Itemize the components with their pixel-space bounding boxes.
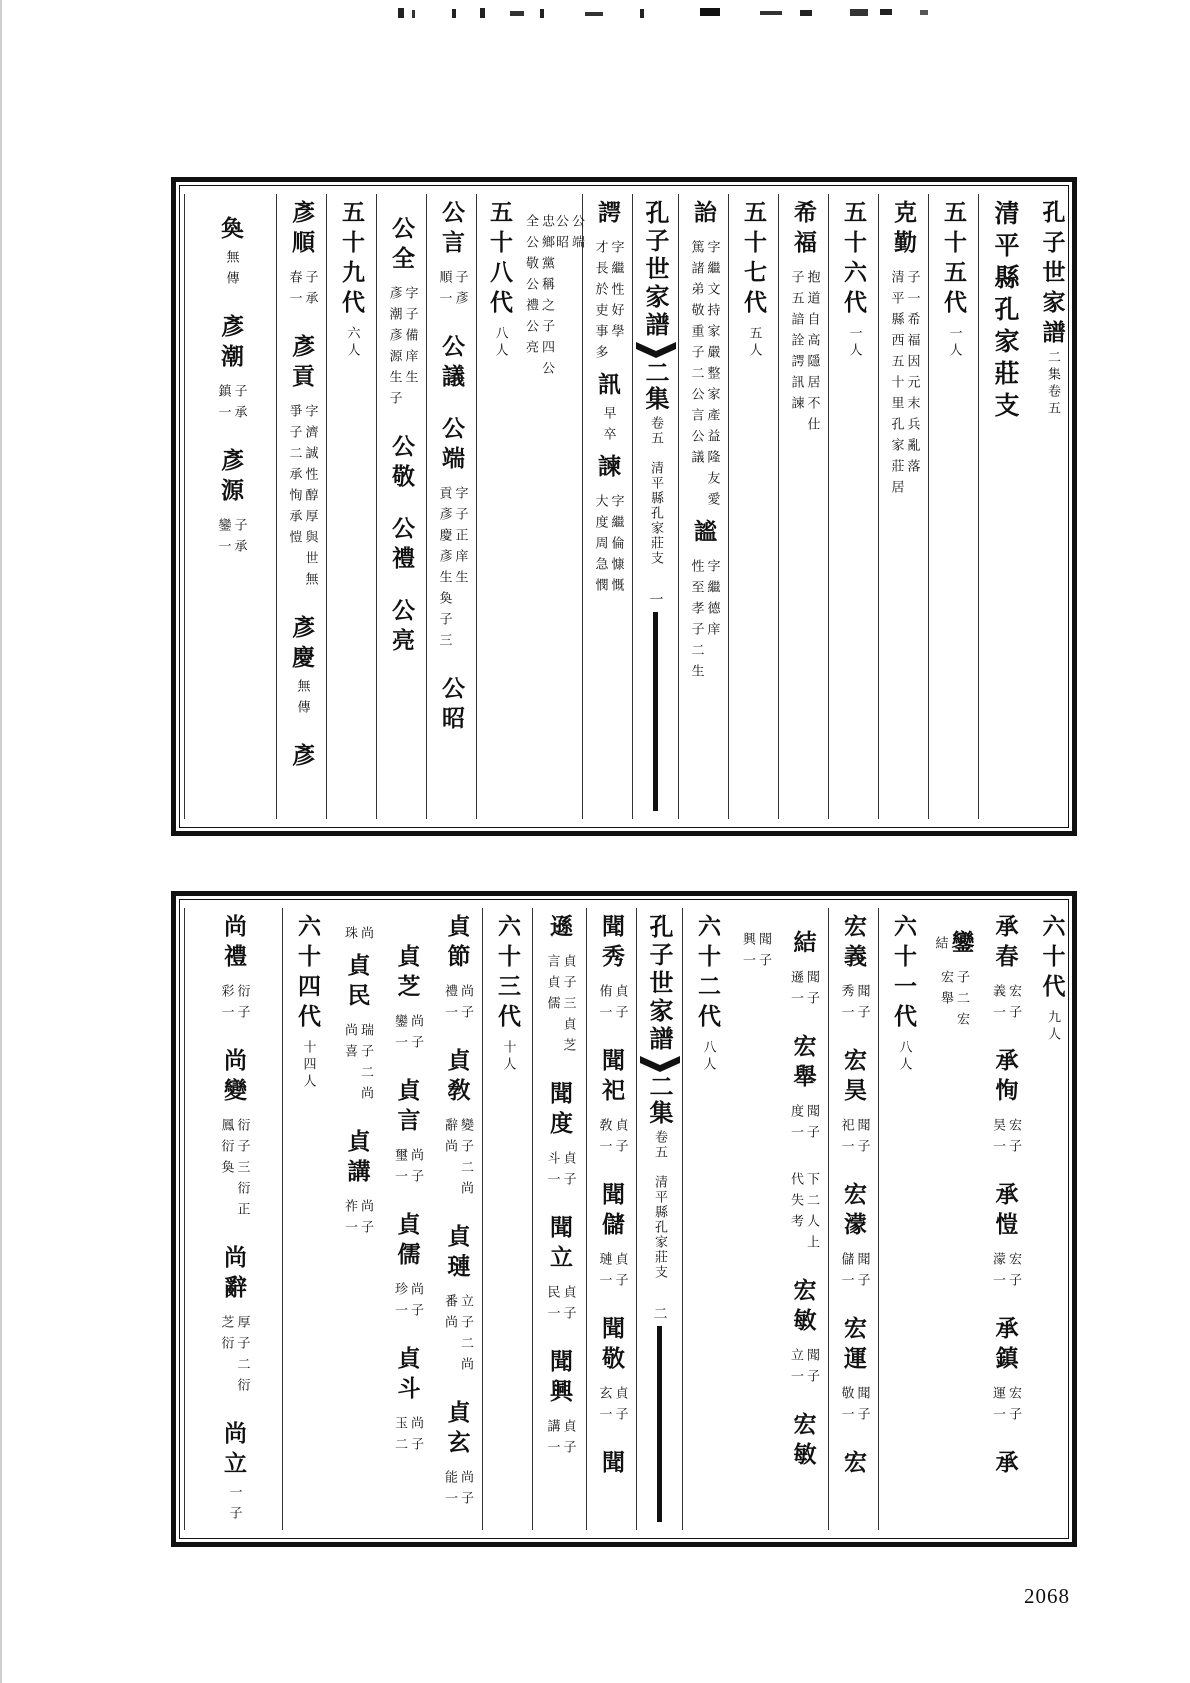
person-name: 聞度 xyxy=(546,1081,573,1141)
person-note: 敬一 xyxy=(838,1386,854,1428)
person-name: 彥貢 xyxy=(288,334,315,394)
col-gen-56 xyxy=(828,194,878,819)
person-name: 公禮 xyxy=(388,516,415,576)
col-branch-title xyxy=(978,194,1032,819)
col-zhen-group-a xyxy=(432,908,482,1530)
col-luan xyxy=(928,908,978,1530)
person-name: 貞節 xyxy=(443,914,471,974)
person-note: 爭子二承恂承愷 xyxy=(286,404,302,551)
person-note: 民一 xyxy=(544,1285,560,1327)
person-note: 厚子二衍 xyxy=(234,1315,250,1399)
person-note: 順一 xyxy=(436,270,452,312)
person-note: 秀一 xyxy=(838,984,854,1026)
generation-heading: 五十六代 xyxy=(840,200,867,320)
person-note: 無傳 xyxy=(294,679,310,721)
col-gen-55 xyxy=(928,194,978,819)
person-note: 璽一 xyxy=(392,1148,407,1190)
col-zhen-group-c xyxy=(332,908,382,1530)
person-note: 彥潮彥源生子 xyxy=(386,286,402,412)
generation-heading: 五十八代 xyxy=(486,200,513,320)
col-cont-notes-b xyxy=(522,194,554,819)
generation-heading: 六十三代 xyxy=(494,914,521,1034)
person-name: 希福 xyxy=(790,200,817,260)
person-name: 聞儲 xyxy=(598,1182,625,1242)
generation-count: 八人 xyxy=(896,1040,912,1074)
person-name: 宏昊 xyxy=(840,1048,867,1108)
col-gen-60 xyxy=(1032,908,1072,1530)
person-name: 貞玄 xyxy=(443,1400,471,1460)
col-gongyan-group xyxy=(426,194,476,819)
person-name: 承 xyxy=(991,1450,1019,1480)
person-note: 遜一 xyxy=(788,970,803,1012)
person-note: 貞子 xyxy=(612,1386,628,1428)
generation-count: 一人 xyxy=(946,326,962,360)
person-note: 子五諳詮諤訊諫 xyxy=(788,270,804,417)
col-gen-58 xyxy=(476,194,522,819)
person-note: 子承 xyxy=(231,384,247,426)
person-name: 聞祀 xyxy=(598,1048,625,1108)
col-book-title xyxy=(1032,194,1072,819)
person-name: 宏 xyxy=(840,1450,867,1480)
generation-count: 十四人 xyxy=(300,1040,316,1091)
person-note: 子承 xyxy=(231,518,247,560)
person-name: 承鎮 xyxy=(991,1316,1019,1376)
person-name: 宏濛 xyxy=(840,1182,867,1242)
person-note: 字繼性好學 xyxy=(608,240,624,345)
person-note: 玄一 xyxy=(596,1386,612,1428)
person-note: 聞子 xyxy=(804,970,819,1012)
person-note: 無傳 xyxy=(223,250,239,292)
person-note: 鑾一 xyxy=(215,518,231,560)
person-name: 訊 xyxy=(594,372,621,402)
person-name: 聞 xyxy=(598,1450,625,1480)
person-note: 聞子 xyxy=(854,1118,870,1160)
col-wen-group-b xyxy=(532,908,586,1530)
person-name: 謐 xyxy=(690,519,717,549)
generation-heading: 六十二代 xyxy=(694,914,721,1034)
person-note: 尚子 xyxy=(408,1416,423,1458)
center-volume: 二集 xyxy=(645,1074,674,1126)
person-note: 子彥 xyxy=(452,270,468,312)
person-name: 承愷 xyxy=(991,1182,1019,1242)
person-note: 下二人上 xyxy=(804,1172,819,1256)
person-note: 濛一 xyxy=(990,1252,1005,1294)
person-name: 貞芝 xyxy=(393,944,421,1004)
person-name: 尚禮 xyxy=(220,914,247,974)
person-note: 能一 xyxy=(442,1470,457,1512)
person-note: 瑞子二尚 xyxy=(358,1023,373,1107)
person-note: 貞子 xyxy=(612,984,628,1026)
person-note: 斗一 xyxy=(544,1151,560,1193)
person-name: 聞興 xyxy=(546,1349,573,1409)
person-name: 鑾 xyxy=(947,930,975,960)
generation-heading: 六十一代 xyxy=(890,914,917,1034)
col-e-xun-jian xyxy=(582,194,632,819)
person-note: 祚一 xyxy=(342,1199,357,1241)
col-yi-mi xyxy=(678,194,728,819)
col-zhen-group-b xyxy=(382,908,432,1530)
person-note: 貞子三貞芝 xyxy=(560,954,576,1059)
person-note: 衍子 xyxy=(234,984,250,1026)
person-name: 尚變 xyxy=(220,1048,247,1108)
person-note: 義一 xyxy=(990,984,1005,1026)
person-note: 尚子 xyxy=(408,1148,423,1190)
person-name: 公敬 xyxy=(388,434,415,494)
person-note: 忠鄉黨稱之子四公 xyxy=(539,214,554,382)
center-subtitle: 卷五 清平縣孔家莊支 xyxy=(652,1130,667,1280)
col-wen-group-a xyxy=(586,908,636,1530)
col-gen-63 xyxy=(482,908,532,1530)
person-note: 清平縣西五十里孔家莊居 xyxy=(888,270,904,501)
person-name: 克勤 xyxy=(890,200,917,260)
person-note: 珍一 xyxy=(392,1282,407,1324)
person-name: 宏義 xyxy=(840,914,867,974)
person-name: 遜 xyxy=(546,914,573,944)
person-note: 宏舉 xyxy=(938,970,953,1012)
person-note: 衍子三衍正 xyxy=(234,1118,250,1223)
person-note: 尚喜 xyxy=(342,1023,357,1065)
center-fold-column xyxy=(632,194,678,819)
col-gen-59 xyxy=(326,194,376,819)
person-note: 字繼德庠 xyxy=(704,559,720,643)
col-shang-group xyxy=(184,908,282,1530)
person-note: 聞子 xyxy=(854,1252,870,1294)
generation-count: 一人 xyxy=(846,326,862,360)
person-note: 貞子 xyxy=(560,1285,576,1327)
person-note: 度一 xyxy=(788,1104,803,1146)
person-name: 承恂 xyxy=(991,1048,1019,1108)
fishtail-mark-icon xyxy=(636,342,676,358)
person-note: 性至孝子二生 xyxy=(688,559,704,685)
person-note: 運一 xyxy=(990,1386,1005,1428)
book-title-text: 孔子世家譜 xyxy=(1038,200,1066,350)
person-name: 尚辭 xyxy=(220,1245,247,1305)
person-note: 子二宏 xyxy=(954,970,969,1033)
person-note: 聞子 xyxy=(804,1348,819,1390)
person-name: 公言 xyxy=(438,200,465,260)
person-note: 貞子 xyxy=(560,1151,576,1193)
person-name: 聞立 xyxy=(546,1215,573,1275)
leaf-page-marker: 二 xyxy=(651,1306,668,1320)
col-gongquan-group xyxy=(376,194,426,819)
col-gen-61 xyxy=(878,908,928,1530)
person-note: 聞子 xyxy=(756,932,771,974)
person-note: 鳳衍奐 xyxy=(218,1118,234,1181)
person-note: 立子二尚 xyxy=(458,1294,473,1378)
col-yanshun-group xyxy=(276,194,326,819)
person-note: 璉一 xyxy=(596,1252,612,1294)
person-note: 大度周急憫 xyxy=(592,494,608,599)
person-note: 鎮一 xyxy=(215,384,231,426)
person-note: 尚子 xyxy=(408,1282,423,1324)
person-name: 公昭 xyxy=(438,676,465,736)
person-name: 彥源 xyxy=(217,448,244,508)
person-name: 貞璉 xyxy=(443,1224,471,1284)
person-note: 貞子 xyxy=(612,1118,628,1160)
person-note: 玉二 xyxy=(392,1416,407,1458)
person-note: 全公敬公禮公亮 xyxy=(523,214,538,361)
leaf-page-marker: 一 xyxy=(647,592,664,606)
person-note: 辭尚 xyxy=(442,1118,457,1160)
col-cheng-group xyxy=(978,908,1032,1530)
person-note: 番尚 xyxy=(442,1294,457,1336)
person-name: 貞講 xyxy=(343,1129,371,1189)
person-name: 公端 xyxy=(438,416,465,476)
person-note: 聞子 xyxy=(854,984,870,1026)
scan-noise-top xyxy=(0,0,1190,20)
col-xifu xyxy=(778,194,828,819)
person-note: 宏子 xyxy=(1006,1118,1021,1160)
genealogy-leaf-upper xyxy=(171,177,1077,836)
page-number: 2068 xyxy=(1024,1584,1070,1608)
person-note: 才長於吏事多 xyxy=(592,240,608,366)
person-note: 公端 xyxy=(569,214,584,256)
person-note: 宏子 xyxy=(1006,1252,1021,1294)
person-note: 祀一 xyxy=(838,1118,854,1160)
person-note: 子承 xyxy=(302,270,318,312)
person-note: 尚子 xyxy=(358,1199,373,1241)
fold-bar xyxy=(657,1326,662,1522)
person-name: 貞斗 xyxy=(393,1346,421,1406)
person-note: 一子 xyxy=(226,1485,242,1527)
volume-label: 二集卷五 xyxy=(1045,350,1060,418)
person-note: 尚子 xyxy=(458,1470,473,1512)
person-name: 彥慶 xyxy=(288,615,315,675)
person-note: 貞子 xyxy=(612,1252,628,1294)
person-note: 尚 xyxy=(358,926,373,947)
person-note: 昊一 xyxy=(990,1118,1005,1160)
col-gen-64 xyxy=(282,908,332,1530)
person-name: 諫 xyxy=(594,454,621,484)
generation-count: 六人 xyxy=(344,326,360,360)
person-note: 尚子 xyxy=(408,1014,423,1056)
generation-count: 八人 xyxy=(700,1040,716,1074)
person-note: 儲一 xyxy=(838,1252,854,1294)
person-note: 珠 xyxy=(342,926,357,947)
person-note: 字濟誠性醇厚與世無 xyxy=(302,404,318,593)
col-hong-group-b xyxy=(778,908,828,1530)
person-name: 公全 xyxy=(388,216,415,276)
person-note: 言貞儒 xyxy=(544,954,560,1017)
generation-count: 十人 xyxy=(500,1040,516,1074)
person-note: 聞子 xyxy=(804,1104,819,1146)
person-name: 宏敏 xyxy=(789,1278,817,1338)
person-note: 敎一 xyxy=(596,1118,612,1160)
person-note: 變子二尚 xyxy=(458,1118,473,1202)
person-name: 貞儒 xyxy=(393,1212,421,1272)
center-title: 孔子世家譜 xyxy=(641,200,670,340)
person-note: 芝衍 xyxy=(218,1315,234,1357)
person-name: 結 xyxy=(789,930,817,960)
scan-left-edge xyxy=(0,0,2,1683)
person-note: 抱道自高隱居不仕 xyxy=(804,270,820,438)
fold-bar xyxy=(653,612,658,811)
person-name: 奐 xyxy=(217,216,244,246)
person-note: 貞子 xyxy=(560,1419,576,1461)
person-name: 彥潮 xyxy=(217,314,244,374)
person-note: 子一希福因元末兵亂落 xyxy=(904,270,920,480)
person-name: 宏敏 xyxy=(789,1412,817,1472)
person-name: 公亮 xyxy=(388,598,415,658)
person-name: 承春 xyxy=(991,914,1019,974)
person-name: 諤 xyxy=(594,200,621,230)
col-gen-62 xyxy=(682,908,732,1530)
person-name: 宏運 xyxy=(840,1316,867,1376)
generation-heading: 五十五代 xyxy=(940,200,967,320)
person-note: 聞子 xyxy=(854,1386,870,1428)
genealogy-leaf-lower xyxy=(171,891,1077,1547)
person-note: 尚子 xyxy=(458,984,473,1026)
col-hong-group-a xyxy=(828,908,878,1530)
fishtail-mark-icon xyxy=(640,1056,680,1072)
person-note: 彩一 xyxy=(218,984,234,1026)
generation-heading: 六十四代 xyxy=(294,914,321,1034)
person-name: 貞敎 xyxy=(443,1048,471,1108)
person-name: 彥順 xyxy=(288,200,315,260)
person-note: 立一 xyxy=(788,1348,803,1390)
generation-count: 八人 xyxy=(492,326,508,360)
person-note: 禮一 xyxy=(442,984,457,1026)
person-note: 講一 xyxy=(544,1419,560,1461)
person-note: 字子正庠生 xyxy=(452,486,468,591)
person-note: 宏子 xyxy=(1006,984,1021,1026)
center-subtitle: 卷五 清平縣孔家莊支 xyxy=(648,416,663,566)
branch-title: 清平縣孔家莊支 xyxy=(991,200,1020,424)
generation-heading: 五十七代 xyxy=(740,200,767,320)
person-name: 宏舉 xyxy=(789,1034,817,1094)
person-name: 詒 xyxy=(690,200,717,230)
person-note: 早卒 xyxy=(600,406,616,448)
person-name: 彥 xyxy=(288,743,315,773)
person-name: 貞民 xyxy=(343,953,371,1013)
person-note: 興一 xyxy=(740,932,755,974)
person-note: 侑一 xyxy=(596,984,612,1026)
generation-heading: 五十九代 xyxy=(338,200,365,320)
person-name: 公議 xyxy=(438,334,465,394)
person-note: 鑾一 xyxy=(392,1014,407,1056)
center-volume: 二集 xyxy=(641,360,670,412)
generation-count: 九人 xyxy=(1045,1010,1060,1044)
col-gen-57 xyxy=(728,194,778,819)
center-fold-column xyxy=(636,908,682,1530)
person-note: 春一 xyxy=(286,270,302,312)
person-note: 字繼文持家嚴整家產益隆友愛 xyxy=(704,240,720,513)
person-name: 聞敬 xyxy=(598,1316,625,1376)
person-note: 公昭 xyxy=(553,214,568,256)
person-note: 宏子 xyxy=(1006,1386,1021,1428)
person-note: 代失考 xyxy=(788,1172,803,1235)
person-note: 篤諸弟敬重子二公言公議 xyxy=(688,240,704,471)
person-note: 貢彥慶彥生奐子三 xyxy=(436,486,452,654)
col-keqin xyxy=(878,194,928,819)
col-huan-group xyxy=(184,194,276,819)
generation-count: 五人 xyxy=(746,326,762,360)
center-title: 孔子世家譜 xyxy=(645,914,674,1054)
person-name: 尚立 xyxy=(220,1421,247,1481)
person-name: 聞秀 xyxy=(598,914,625,974)
person-note: 字子備庠生 xyxy=(402,286,418,391)
person-note: 結 xyxy=(932,936,948,957)
col-cont-notes-c xyxy=(732,908,778,1530)
person-name: 貞言 xyxy=(393,1078,421,1138)
col-cont-notes-a xyxy=(554,194,582,819)
generation-heading: 六十代 xyxy=(1038,914,1066,1004)
person-note: 字繼倫慷慨 xyxy=(608,494,624,599)
